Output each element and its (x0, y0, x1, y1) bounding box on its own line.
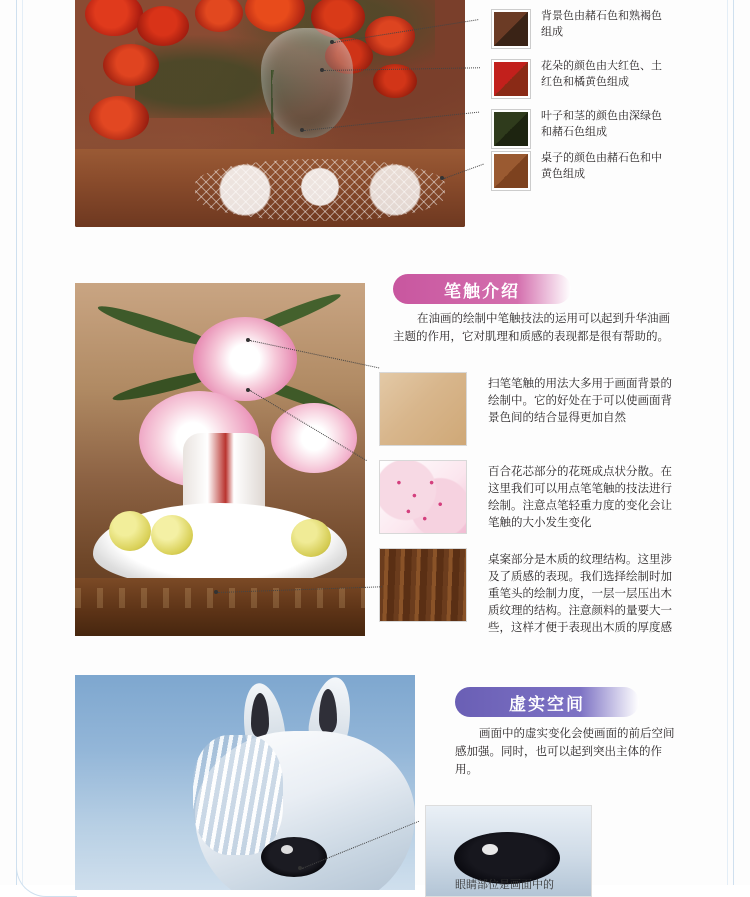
table-color-note: 桌子的颜色由赭石色和中黄色组成 (541, 152, 662, 180)
poppy-flower (103, 44, 159, 86)
horse-mane (193, 735, 283, 855)
section-heading-brushwork: 笔触介绍 (393, 274, 571, 304)
dot-texture (380, 461, 466, 533)
page-edge-line-right-2 (727, 0, 728, 885)
wooden-console (75, 578, 365, 636)
horse-painting-image (75, 675, 415, 890)
apple (109, 511, 151, 551)
note-sweep-brush: 扫笔笔触的用法大多用于画面背景的绘制中。它的好处在于可以使画面背景色间的结合显得更加自然 (488, 378, 672, 424)
horse-eye-highlight (281, 845, 293, 854)
thumb-dot-brush (379, 460, 467, 534)
horse-eye (261, 837, 327, 877)
note-dot-brush: 百合花芯部分的花斑成点状分散。在这里我们可以用点笔笔触的技法进行绘制。注意点笔轻重力度的变化会让笔触的大小发生变化 (488, 466, 672, 529)
note-wood-texture: 桌案部分是木质的纹理结构。这里涉及了质感的表现。我们选择绘制时加重笔头的绘制力度，一层一层压出木质纹理的结构。注意颜料的量要大一些，这样才便于表现出木质的厚度感 (488, 554, 672, 634)
apple (291, 519, 331, 557)
lace-doily (195, 159, 445, 221)
poppy-flower (137, 6, 189, 46)
flower-color-note: 花朵的颜色由大红色、土红色和橘黄色组成 (541, 60, 662, 88)
page-edge-line-left (16, 0, 17, 885)
table-color-swatch (492, 152, 530, 190)
page-corner-bottom-left (16, 836, 77, 897)
section-heading-depth: 虚实空间 (455, 687, 639, 717)
lily-still-life-image (75, 283, 365, 636)
background-color-note: 背景色由赭石色和熟褐色组成 (541, 10, 662, 38)
apple (151, 515, 193, 555)
lily-flower (271, 403, 357, 473)
page-edge-line-right (733, 0, 734, 885)
poppy-still-life-image (75, 0, 465, 227)
page-edge-line-left-2 (22, 0, 23, 885)
depth-intro-paragraph: 画面中的虚实变化会使画面的前后空间感加强。同时，也可以起到突出主体的作用。 (455, 728, 675, 776)
flower-color-swatch (492, 60, 530, 98)
poppy-flower (89, 96, 149, 140)
background-color-swatch (492, 10, 530, 48)
thumb-sweep-brush (379, 372, 467, 446)
leaf-color-swatch (492, 110, 530, 148)
bottom-partial-note: 眼睛部位是画面中的 (455, 879, 554, 891)
thumb-wood-texture (379, 548, 467, 622)
flower-stems (271, 70, 345, 134)
closeup-eye-highlight (482, 844, 498, 855)
leaf-color-note: 叶子和茎的颜色由深绿色和赭石色组成 (541, 110, 662, 138)
brushwork-intro-paragraph: 在油画的绘制中笔触技法的运用可以起到升华油画主题的作用，它对肌理和质感的表现都是很有帮助的。 (393, 313, 670, 343)
lily-flower (193, 317, 297, 401)
